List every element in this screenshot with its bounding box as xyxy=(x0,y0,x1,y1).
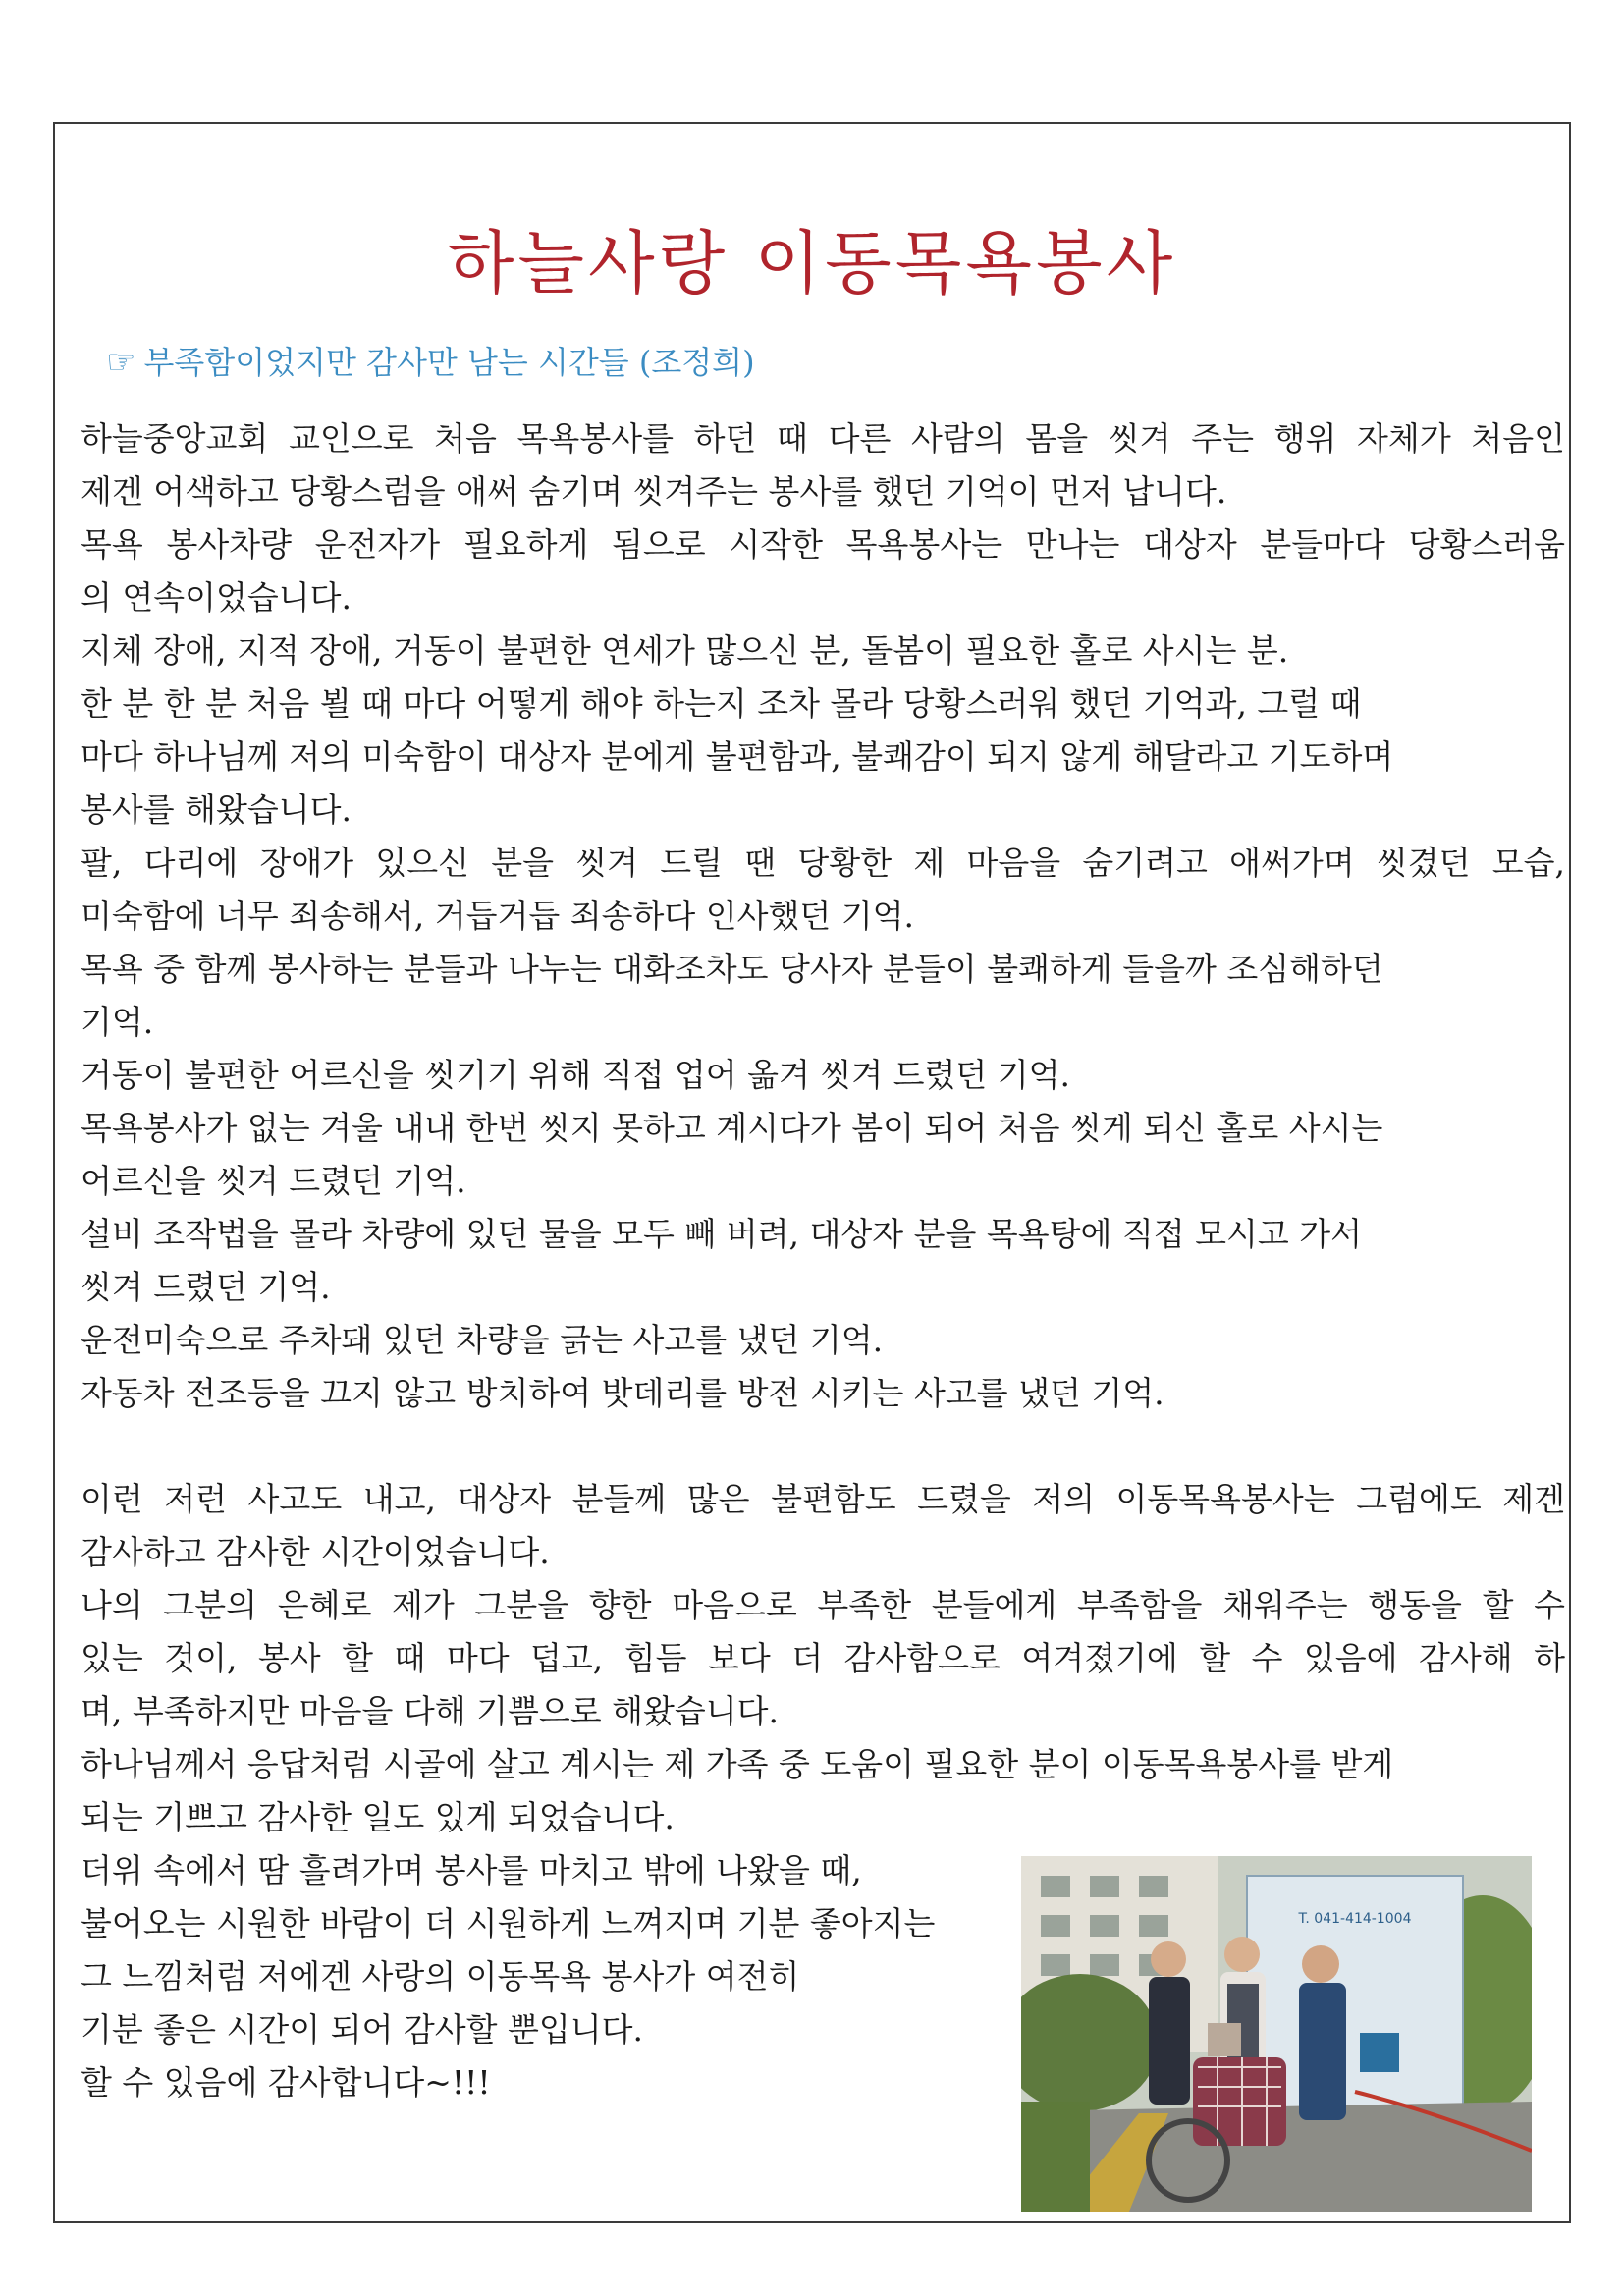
lawn xyxy=(1021,2102,1090,2212)
body-line: 기억. xyxy=(81,1003,154,1041)
body-line: 불어오는 시원한 바람이 더 시원하게 느껴지며 기분 좋아지는 xyxy=(81,1904,936,1942)
body-line: 팔, 다리에 장애가 있으신 분을 씻겨 드릴 땐 당황한 제 마음을 숨기려고 애써가며 씻겼던 모습, xyxy=(81,844,1565,882)
body-text xyxy=(81,412,1565,2109)
body-line: 한 분 한 분 처음 뵐 때 마다 어떻게 해야 하는지 조차 몰라 당황스러워 했던 기억과, 그럴 때 xyxy=(81,684,1362,723)
body-line: 며, 부족하지만 마음을 다해 기쁨으로 해왔습니다. xyxy=(81,1692,779,1730)
body-line: 기분 좋은 시간이 되어 감사할 뿐입니다. xyxy=(81,2010,643,2049)
body-line: 지체 장애, 지적 장애, 거동이 불편한 연세가 많으신 분, 돌봄이 필요한 홀로 사시는 분. xyxy=(81,631,1289,670)
body-line: 의 연속이었습니다. xyxy=(81,578,352,617)
body-line: 나의 그분의 은혜로 제가 그분을 향한 마음으로 부족한 분들에게 부족함을 채워주는 행동을 할 수 xyxy=(81,1586,1565,1624)
volunteer-left xyxy=(1149,1941,1190,2105)
body-line: 이런 저런 사고도 내고, 대상자 분들께 많은 불편함도 드렸을 저의 이동목욕봉사는 그럼에도 제겐 xyxy=(81,1480,1565,1518)
building-windows xyxy=(1041,1876,1168,1976)
blurred-face xyxy=(1208,2023,1241,2056)
body-line: 감사하고 감사한 시간이었습니다. xyxy=(81,1533,550,1571)
body-line: 할 수 있음에 감사합니다~!!! xyxy=(81,2063,491,2102)
body-line: 거동이 불편한 어르신을 씻기기 위해 직접 업어 옮겨 씻겨 드렸던 기억. xyxy=(81,1056,1070,1094)
body-line: 마다 하나님께 저의 미숙함이 대상자 분에게 불편함과, 불쾌감이 되지 않게 해달라고 기도하며 xyxy=(81,738,1394,776)
pointing-hand-icon: ☞ xyxy=(106,343,136,382)
body-line: 하나님께서 응답처럼 시골에 살고 계시는 제 가족 중 도움이 필요한 분이 이동목욕봉사를 받게 xyxy=(81,1745,1394,1783)
body-line: 있는 것이, 봉사 할 때 마다 덥고, 힘듬 보다 더 감사함으로 여겨졌기에 할 수 있음에 감사해 하 xyxy=(81,1639,1565,1677)
body-line: 그 느낌처럼 저에겐 사랑의 이동목욕 봉사가 여전히 xyxy=(81,1957,800,1995)
subtitle-text: 부족함이었지만 감사만 남는 시간들 (조정희) xyxy=(143,344,755,381)
van-sign-text: T. 041-414-1004 xyxy=(1298,1911,1412,1927)
body-line: 더위 속에서 땀 흘려가며 봉사를 마치고 밖에 나왔을 때, xyxy=(81,1851,862,1889)
body-line: 설비 조작법을 몰라 차량에 있던 물을 모두 빼 버려, 대상자 분을 목욕탕에 직접 모시고 가서 xyxy=(81,1215,1362,1253)
body-line: 미숙함에 너무 죄송해서, 거듭거듭 죄송하다 인사했던 기억. xyxy=(81,897,914,935)
body-line: 목욕 봉사차량 운전자가 필요하게 됨으로 시작한 목욕봉사는 만나는 대상자 분들마다 당황스러움 xyxy=(81,525,1565,564)
subtitle xyxy=(106,338,755,383)
body-line: 자동차 전조등을 끄지 않고 방치하여 밧데리를 방전 시키는 사고를 냈던 기억. xyxy=(81,1374,1164,1412)
photo-illustration xyxy=(1021,1856,1532,2212)
body-line: 목욕봉사가 없는 겨울 내내 한번 씻지 못하고 계시다가 봄이 되어 처음 씻게 되신 홀로 사시는 xyxy=(81,1109,1383,1147)
body-line: 어르신을 씻겨 드렸던 기억. xyxy=(81,1162,466,1200)
body-line: 운전미숙으로 주차돼 있던 차량을 긁는 사고를 냈던 기억. xyxy=(81,1321,884,1359)
body-line: 목욕 중 함께 봉사하는 분들과 나누는 대화조차도 당사자 분들이 불쾌하게 들을까 조심해하던 xyxy=(81,950,1383,988)
body-line: 제겐 어색하고 당황스럼을 애써 숨기며 씻겨주는 봉사를 했던 기억이 먼저 납니다. xyxy=(81,472,1227,511)
body-line: 씻겨 드렸던 기억. xyxy=(81,1268,331,1306)
blank-line xyxy=(81,1420,1565,1473)
volunteer-group-photo xyxy=(1021,1856,1532,2212)
page-title: 하늘사랑 이동목욕봉사 xyxy=(447,223,1177,303)
body-line: 봉사를 해왔습니다. xyxy=(81,791,352,829)
body-line: 되는 기쁘고 감사한 일도 있게 되었습니다. xyxy=(81,1798,675,1836)
body-line: 하늘중앙교회 교인으로 처음 목욕봉사를 하던 때 다른 사람의 몸을 씻겨 주는 행위 자체가 처음인 xyxy=(81,419,1565,458)
equipment-box xyxy=(1360,2033,1399,2072)
